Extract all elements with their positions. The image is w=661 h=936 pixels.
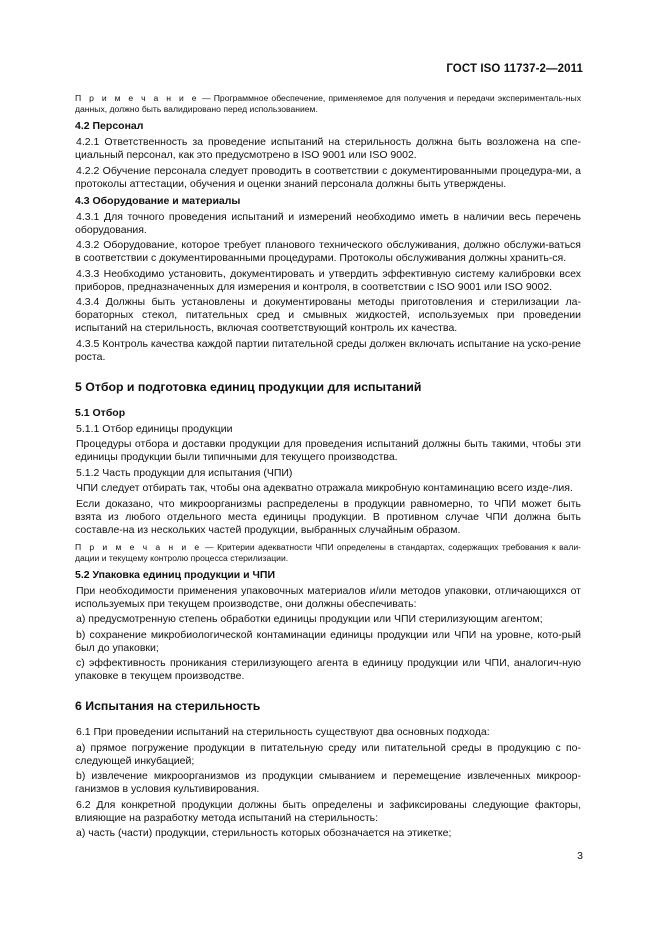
note-chpi	[75, 542, 581, 564]
note-label: П р и м е ч а н и е	[75, 541, 202, 552]
paragraph-4-3-4: 4.3.4 Должны быть установлены и документированы методы приготовления и стерилизации ла-бораторных стекол, питательных сред и смывных жидкостей, используемых при проведении испытаний на стерильность, включая соответствующий контроль их качества.	[75, 296, 581, 334]
paragraph-5-1-2: 5.1.2 Часть продукции для испытания (ЧПИ)	[76, 466, 293, 479]
paragraph-6-2: 6.2 Для конкретной продукции должны быть определены и зафиксированы следующие факторы, влияющие на разработку метода испытаний на стерильность:	[75, 798, 581, 824]
note-software	[75, 93, 581, 115]
list-item-6-2-a: а) часть (части) продукции, стерильность которых обозначается на этикетке;	[76, 827, 452, 839]
section-heading-5: 5 Отбор и подготовка единиц продукции для испытаний	[75, 379, 422, 394]
document-body	[75, 93, 581, 843]
paragraph-4-3-1: 4.3.1 Для точного проведения испытаний и измерений необходимо иметь в наличии весь перечень оборудования.	[75, 210, 581, 236]
section-heading-5-1: 5.1 Отбор	[75, 406, 126, 419]
note-text: — Критерии адекватности ЧПИ определены в стандартах, содержащих требования к вали-дации и текущему контролю процесса стерилизации.	[75, 541, 581, 563]
section-heading-4-2: 4.2 Персонал	[75, 120, 144, 132]
paragraph-4-2-2: 4.2.2 Обучение персонала следует проводить в соответствии с документированными процедура-ми, а протоколы аттестации, обучения и оценки знаний персонала должны быть утверждены.	[75, 164, 581, 190]
list-item-6-1-b: b) извлечение микроорганизмов из продукции смыванием и перемещение извлеченных микроор-ганизмов в условия культивирования.	[75, 770, 581, 795]
paragraph-6-1: 6.1 При проведении испытаний на стерильность существуют два основных подхода:	[76, 726, 490, 738]
paragraph-5-1-1: 5.1.1 Отбор единицы продукции	[76, 422, 233, 435]
paragraph-4-3-5: 4.3.5 Контроль качества каждой партии питательной среды должен включать испытание на уско-рение роста.	[75, 337, 581, 363]
document-header: ГОСТ ISO 11737-2—2011	[446, 63, 583, 75]
paragraph-4-3-2: 4.3.2 Оборудование, которое требует планового технического обслуживания, должно обслужи-ваться в соответствии с документированными процедурами. Протоколы обслуживания должны хранить-ся.	[75, 239, 581, 264]
paragraph-5-2: При необходимости применения упаковочных материалов и/или методов упаковки, отличающихся от используемых при текущем производстве, они должны обеспечивать:	[75, 584, 581, 610]
paragraph-5-1-2-text-2: Если доказано, что микроорганизмы распределены в продукции равномерно, то ЧПИ может быть взята из любого отдельного места единицы продукции. В противном случае ЧПИ должна быть составле-на из нескольких частей продукции, выбранных случайным образом.	[75, 497, 581, 536]
paragraph-5-1-1-text: Процедуры отбора и доставки продукции для проведения испытаний должны быть такими, чтобы эти единицы продукции были типичными для текущего производства.	[75, 438, 581, 463]
paragraph-4-3-3: 4.3.3 Необходимо установить, документировать и утвердить эффективную систему калибровки всех приборов, предназначенных для измерения и контроля, в соответствии с ISO 9001 или ISO 9002.	[75, 267, 581, 293]
list-item-5-2-a: а) предусмотренную степень обработки единицы продукции или ЧПИ стерилизующим агентом;	[76, 613, 543, 625]
section-heading-5-2: 5.2 Упаковка единиц продукции и ЧПИ	[75, 568, 275, 581]
paragraph-5-1-2-text: ЧПИ следует отбирать так, чтобы она адекватно отражала микробную контаминацию всего изде-лия.	[76, 482, 573, 494]
list-item-5-2-b: b) сохранение микробиологической контаминации единицы продукции или ЧПИ на уровне, кото-рый был до упаковки;	[75, 628, 581, 654]
section-heading-6: 6 Испытания на стерильность	[75, 699, 261, 713]
list-item-6-1-a: а) прямое погружение продукции в питательную среду или питательной среды в продукцию с по-следующей инкубацией;	[75, 741, 581, 767]
note-text: — Программное обеспечение, применяемое для получения и передачи эксперименталь-ных данных, должно быть валидировано перед использованием.	[75, 93, 581, 114]
page-number: 3	[577, 850, 583, 862]
paragraph-4-2-1: 4.2.1 Ответственность за проведение испытаний на стерильность должна быть возложена на спе-циальный персонал, как это предусмотрено в ISO 9001 или ISO 9002.	[75, 136, 581, 161]
section-heading-4-3: 4.3 Оборудование и материалы	[75, 194, 241, 207]
note-label: П р и м е ч а н и е	[75, 93, 199, 103]
list-item-5-2-c: с) эффективность проникания стерилизующего агента в единицу продукции или ЧПИ, аналогич-ную упаковке в текущем производстве.	[75, 657, 581, 682]
